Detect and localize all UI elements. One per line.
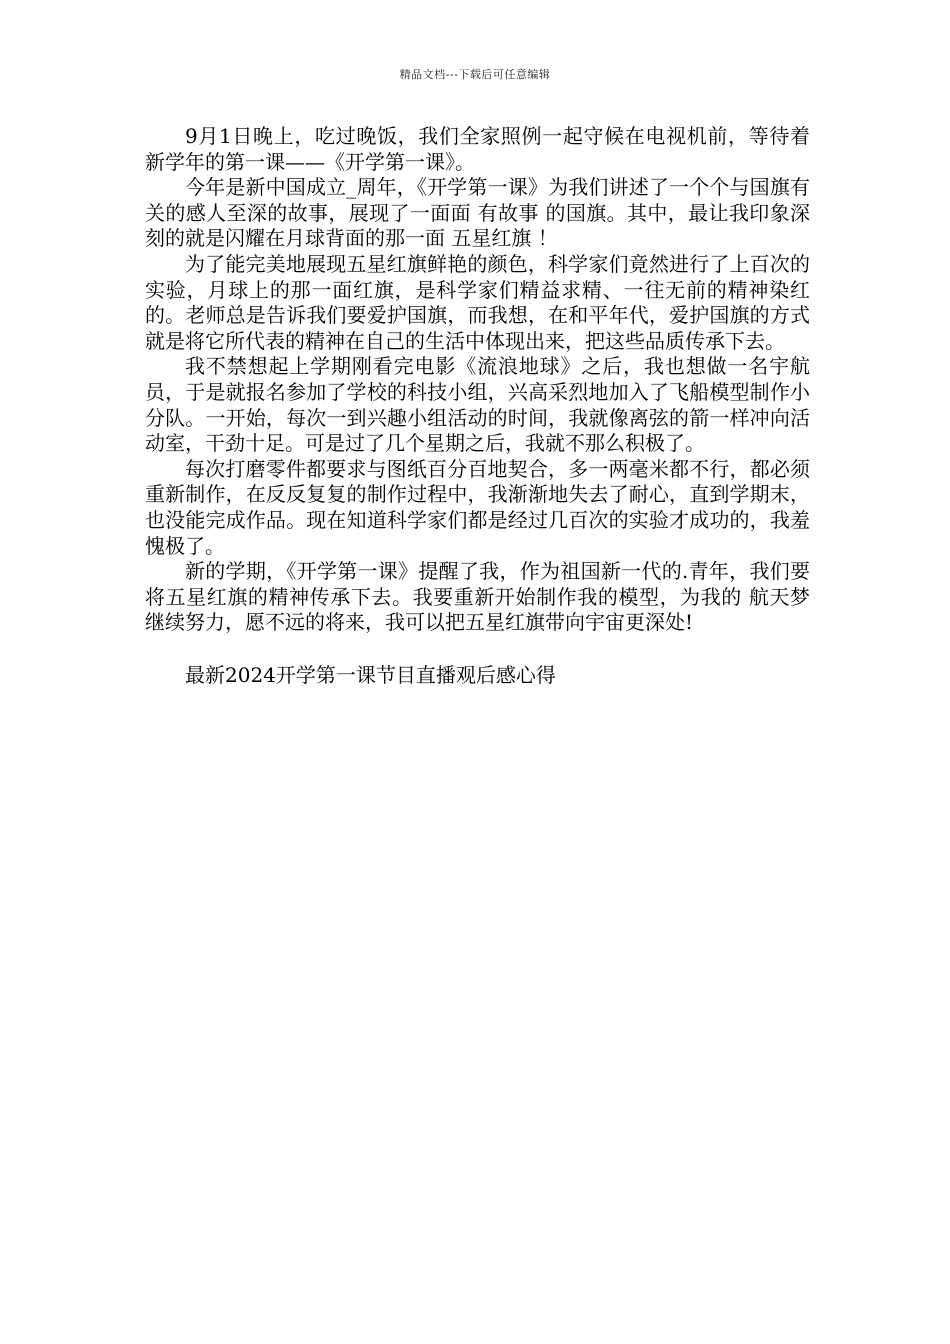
paragraph-5: 每次打磨零件都要求与图纸百分百地契合，多一两毫米都不行，都必须重新制作，在反反复复的制作过程中，我渐渐地失去了耐心，直到学期末，也没能完成作品。现在知道科学家们都是经过几百次的实验才成功的，我羞愧极了。 [145, 456, 810, 558]
paragraph-3: 为了能完美地展现五星红旗鲜艳的颜色，科学家们竟然进行了上百次的实验，月球上的那一面红旗，是科学家们精益求精、一往无前的精神染红的。老师总是告诉我们要爱护国旗，而我想，在和平年代，爱护国旗的方式就是将它所代表的精神在自己的生活中体现出来，把这些品质传承下去。 [145, 251, 810, 353]
paragraph-2: 今年是新中国成立_周年，《开学第一课》为我们讲述了一个个与国旗有关的感人至深的故事，展现了一面面 有故事 的国旗。其中，最让我印象深刻的就是闪耀在月球背面的那一面 五星红旗 ！ [145, 175, 810, 251]
paragraph-6: 新的学期，《开学第一课》提醒了我，作为祖国新一代的.青年，我们要将五星红旗的精神传承下去。我要重新开始制作我的模型，为我的 航天梦 继续努力，愿不远的将来，我可以把五星红旗带向宇宙更深处! [145, 559, 810, 635]
page-header: 精品文档---下载后可任意编辑 [399, 68, 551, 81]
paragraph-1: 9月1日晚上，吃过晚饭，我们全家照例一起守候在电视机前，等待着新学年的第一课——《开学第一课》。 [145, 124, 810, 174]
document-body [145, 124, 810, 688]
paragraph-4: 我不禁想起上学期刚看完电影《流浪地球》之后，我也想做一名宇航员，于是就报名参加了学校的科技小组，兴高采烈地加入了飞船模型制作小分队。一开始，每次一到兴趣小组活动的时间，我就像离弦的箭一样冲向活动室，干劲十足。可是过了几个星期之后，我就不那么积极了。 [145, 354, 810, 456]
closing-title: 最新2024开学第一课节目直播观后感心得 [185, 662, 556, 687]
